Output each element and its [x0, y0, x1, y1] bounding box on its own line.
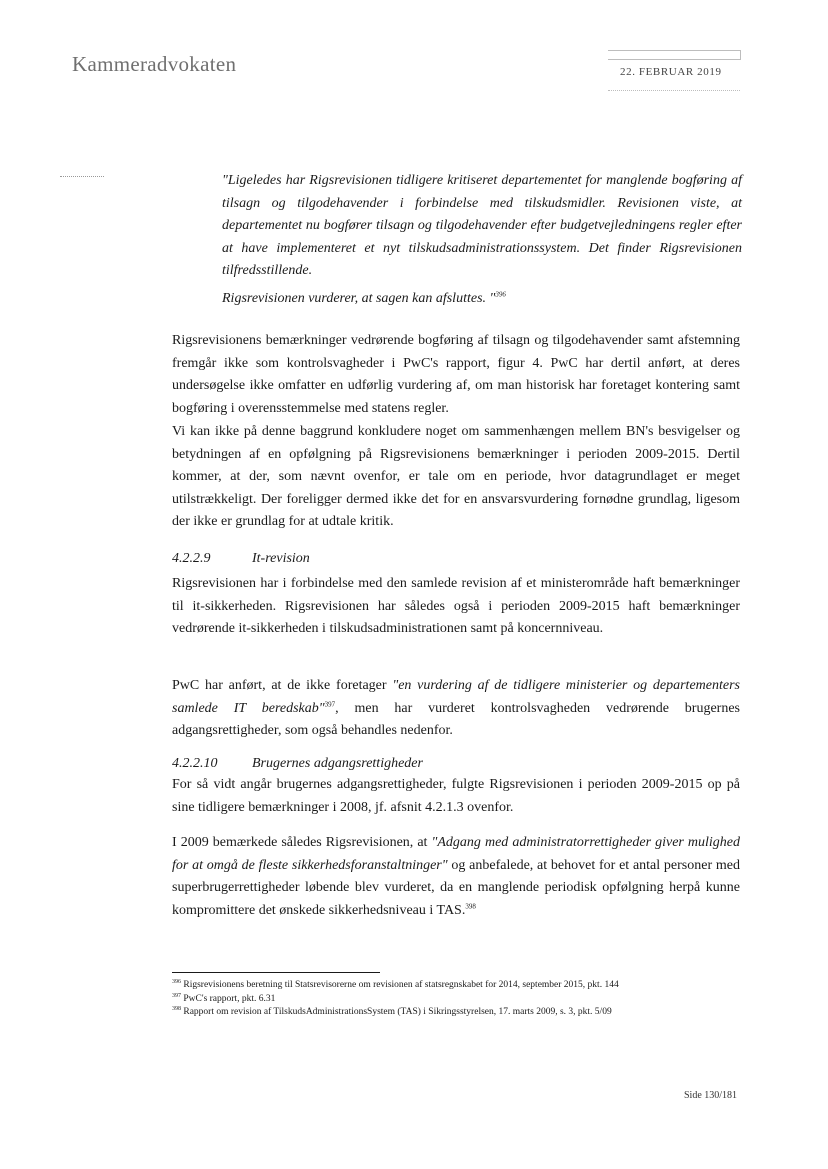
margin-mark	[60, 176, 104, 177]
footnote-396	[172, 979, 752, 993]
footnote-398	[172, 1006, 752, 1020]
paragraph-pwc-it	[172, 675, 740, 743]
footnotes	[172, 979, 752, 1020]
paragraph-bogfoering: Rigsrevisionens bemærkninger vedrørende bogføring af tilsagn og tilgodehavender samt afstemning fremgår ikke som kontrolsvagheder i PwC's rapport, figur 4. PwC har dertil anført, at deres undersøgelse ikke omfatter en udførlig vurdering af, om man historisk har foretaget kontering samt bogføring i overensstemmelse med statens regler.	[172, 333, 740, 416]
paragraph-it-revision: Rigsrevisionen har i forbindelse med den samlede revision af et ministerområde haft bemærkninger til it-sikkerheden. Rigsrevisionen har således også i perioden 2009-2015 haft bemærkninger vedrørende it-sikkerheden i tilskudsadministrationen samt på koncernniveau.	[172, 576, 740, 636]
block-quote-final	[222, 291, 742, 307]
firm-logo: Kammeradvokaten	[72, 52, 237, 76]
page-number: Side 130/181	[684, 1090, 738, 1101]
footnote-number: 397	[172, 992, 181, 999]
paragraph-tas	[172, 832, 740, 922]
section-heading-4-2-2-9	[172, 551, 310, 567]
paragraph-adgangsrettigheder: For så vidt angår brugernes adgangsrettigheder, fulgte Rigsrevisionen i perioden 2009-2015 op på sine tidligere bemærkninger i 2008, jf. afsnit 4.2.1.3 ovenfor.	[172, 777, 740, 815]
footnote-text: Rapport om revision af TilskudsAdministrationsSystem (TAS) i Sikringsstyrelsen, 17. marts 2009, s. 3, pkt. 5/09	[183, 1007, 612, 1017]
text-segment: I 2009 bemærkede således Rigsrevisionen, at	[172, 835, 432, 850]
footnote-397	[172, 993, 752, 1007]
text-segment: og anbefalede, at behovet for et antal personer med superbrugerrettigheder løbende blev vurderet, da en manglende periodisk opfølgning herpå kunne kompromittere det ønskede sikkerhedsniveau i TAS.	[172, 857, 740, 918]
section-title: Brugernes adgangsrettigheder	[252, 756, 423, 771]
footnote-divider	[172, 972, 380, 973]
section-title: It-revision	[252, 551, 310, 566]
date-box	[604, 46, 740, 92]
footnote-ref-397[interactable]: 397	[324, 699, 336, 708]
text-segment: , men har vurderet kontrolsvagheden vedrørende brugernes adgangsrettigheder, som også behandles nedenfor.	[172, 700, 741, 738]
section-number: 4.2.2.9	[172, 551, 211, 566]
section-number: 4.2.2.10	[172, 756, 218, 771]
footnote-ref-396[interactable]: 396	[495, 290, 506, 299]
date-box-top-line	[608, 50, 741, 60]
quoted-text: "en vurdering af de tidligere ministerier og departementers samlede IT beredskab"	[172, 678, 740, 716]
footnote-text: Rigsrevisionens beretning til Statsrevisorerne om revisionen af statsregnskabet for 2014, september 2015, pkt. 144	[183, 980, 619, 990]
section-heading-4-2-2-10	[172, 756, 423, 772]
text-segment: PwC har anført, at de ikke foretager	[172, 678, 393, 693]
paragraph-konklusion: Vi kan ikke på denne baggrund konkludere noget om sammenhængen mellem BN's besvigelser og betydningen af en opfølgning på Rigsrevisionens bemærkninger i perioden 2009-2015. Dertil kommer, at der, som nævnt ovenfor, er tale om en periode, hvor datagrundlaget er meget utilstrækkeligt. Der foreligger dermed ikke det for en ansvarsvurdering fornødne grundlag, ligesom der ikke er grundlag for at udtale kritik.	[172, 424, 740, 529]
date-box-bottom-line	[608, 90, 740, 91]
block-quote-final-text: Rigsrevisionen vurderer, at sagen kan afsluttes. "	[222, 291, 496, 306]
document-date: 22. FEBRUAR 2019	[620, 66, 722, 78]
quoted-text: "Adgang med administratorrettigheder giver mulighed for at omgå de fleste sikkerhedsforanstaltninger"	[172, 835, 741, 873]
footnote-text: PwC's rapport, pkt. 6.31	[183, 993, 276, 1004]
block-quote: "Ligeledes har Rigsrevisionen tidligere kritiseret departementet for manglende bogføring af tilsagn og tilgodehavender i forbindelse med tilskudsmidler. Revisionen viste, at departementet nu bogfører tilsagn og tilgodehavender efter budgetvejledningens regler efter at have implementeret et nyt tilskudsadministrationssystem. Det finder Rigsrevisionen tilfredsstillende.	[222, 173, 742, 278]
footnote-number: 398	[172, 1005, 181, 1012]
footnote-number: 396	[172, 978, 181, 985]
footnote-ref-398[interactable]: 398	[465, 901, 476, 910]
